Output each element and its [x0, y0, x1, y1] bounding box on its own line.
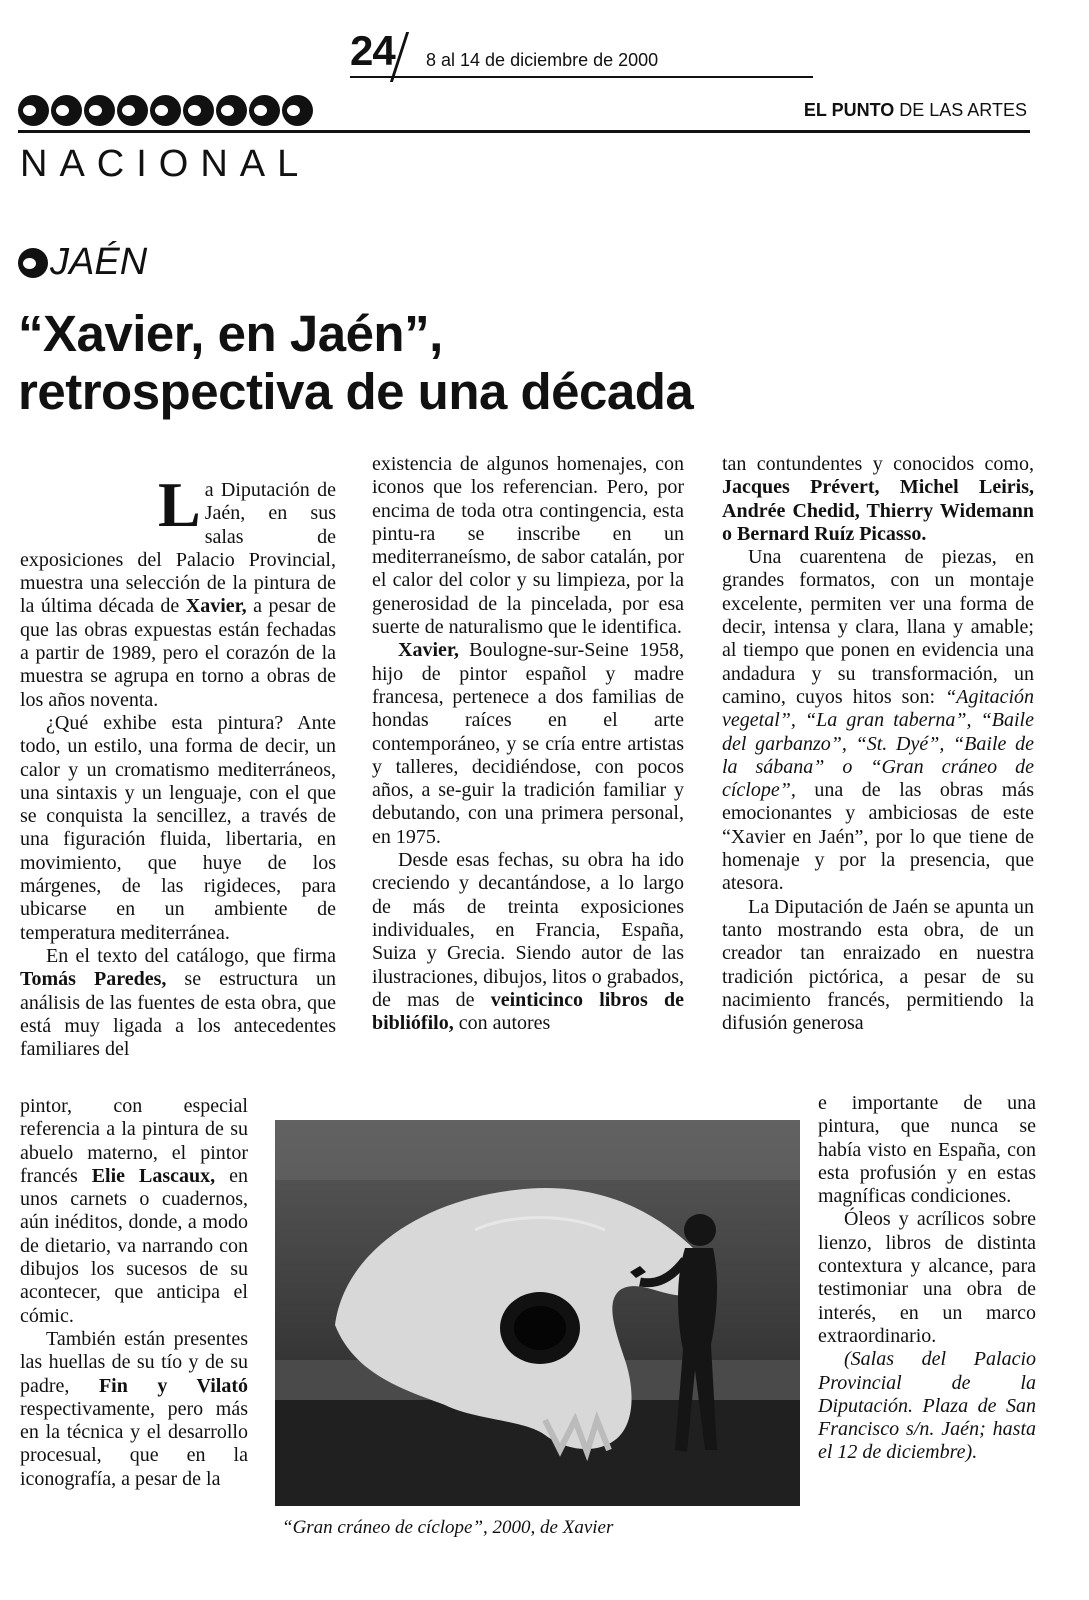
photo-caption: “Gran cráneo de cíclope”, 2000, de Xavier [282, 1517, 614, 1538]
dot-icon [150, 95, 181, 126]
section-dots [18, 95, 313, 126]
publication-name-rest: DE LAS ARTES [894, 100, 1027, 120]
dot-icon [249, 95, 280, 126]
text: respectivamente, pero más en la técnica y el desarrollo procesual, que en la iconografía, a pesar de la [20, 1397, 248, 1490]
dot-icon [117, 95, 148, 126]
text: tan contundentes y conocidos como, [722, 453, 1034, 475]
kicker [18, 241, 147, 284]
text-bold: Xavier, [185, 595, 247, 618]
publication-name [804, 100, 1027, 121]
text-bold: Fin y Vilató [98, 1374, 248, 1397]
skull-painting-illustration [275, 1120, 800, 1506]
paragraph [20, 469, 337, 712]
text-bold: Tomás Paredes, [20, 968, 167, 991]
text: se estructura un análisis de las fuentes de esta obra, que está muy ligada a los antecedentes familiares del [20, 968, 336, 1061]
section-title: NACIONAL [20, 143, 311, 185]
column-3 [722, 453, 1034, 1035]
text: Desde esas fechas, su obra ha ido creciendo y decantándose, a lo largo de más de treinta exposiciones individuales, en Francia, España, Suiza y Grecia. Siendo autor de las ilustraciones, dibujos, litos o grabados, de mas de [372, 849, 684, 1011]
issue-date: 8 al 14 de diciembre de 2000 [426, 50, 659, 70]
paragraph [20, 1095, 248, 1328]
column-2 [372, 453, 684, 1035]
text-italic: (Salas del Palacio Provincial de la Diputación. Plaza de San Francisco s/n. Jaén; hasta el 12 de diciembre). [818, 1348, 1036, 1464]
paragraph [20, 945, 336, 1061]
text-bold: Xavier, [398, 639, 459, 662]
headline-line-2: retrospectiva de una década [18, 363, 694, 420]
column-1 [20, 469, 337, 1061]
text-bold: veinticinco libros de bibliófilo, [372, 988, 684, 1035]
paragraph [818, 1348, 1036, 1464]
paragraph: e importante de una pintura, que nunca se había visto en España, con esta profusión y en estas magníficas condiciones. [818, 1092, 1036, 1208]
text: a Diputación de Jaén, en sus salas de exposiciones del Palacio Provincial, muestra una selección de la pintura de la última década de [20, 479, 336, 618]
text-italic: “Agitación vegetal”, “La gran taberna”, “Baile del garbanzo”, “St. Dyé”, “Baile de la sábana” o “Gran cráneo de cíclope”, [722, 685, 1034, 802]
dot-icon [51, 95, 82, 126]
publication-name-bold: EL PUNTO [803, 100, 895, 120]
paragraph: Óleos y acrílicos sobre lienzo, libros de distinta contextura y alcance, para testimoniar una obra de interés, en un marco extraordinario. [818, 1208, 1036, 1347]
paragraph: La Diputación de Jaén se apunta un tanto mostrando esta obra, de un creador tan enraizado en nuestra tradición pictórica, a pesar de su nacimiento francés, permitiendo la difusión generosa [722, 895, 1034, 1035]
text: Boulogne-sur-Seine 1958, hijo de pintor español y madre francesa, pertenece a dos familias de hondas raíces en el arte contemporáneo, y se cría entre artistas y talleres, decidiéndose, con pocos años, a se-guir la tradición familiar y debutando, con una primera personal, en 1975. [372, 639, 684, 848]
column-1-continued [20, 1095, 248, 1491]
text: En el texto del catálogo, que firma [46, 944, 336, 967]
dot-icon [18, 248, 48, 278]
paragraph [722, 546, 1034, 895]
kicker-label: JAÉN [50, 241, 148, 283]
paragraph [372, 849, 684, 1035]
text: con autores [453, 1012, 551, 1035]
text: También están presentes las huellas de su tío y de su padre, [20, 1327, 248, 1397]
drop-cap: L [158, 469, 201, 540]
dot-icon [216, 95, 247, 126]
headline [18, 305, 1058, 421]
dot-icon [18, 95, 49, 126]
text-bold: Elie Lascaux, [91, 1164, 216, 1187]
header-rule [18, 130, 1030, 133]
paragraph [372, 639, 684, 849]
text: a pesar de que las obras expuestas están fechadas a partir de 1989, pero el corazón de la muestra se agrupa en torno a obras de los años noventa. [20, 595, 337, 711]
headline-line-1: “Xavier, en Jaén”, [18, 305, 443, 362]
dot-icon [183, 95, 214, 126]
artwork-photo [275, 1120, 800, 1506]
column-3-continued [818, 1092, 1036, 1465]
text: pintor, con especial referencia a la pintura de su abuelo materno, el pintor francés [20, 1095, 248, 1187]
dot-icon [84, 95, 115, 126]
paragraph [20, 1328, 248, 1491]
text: una de las obras más emocionantes y ambiciosas de este “Xavier en Jaén”, por lo que tiene de homenaje y por la presencia, que atesora. [722, 779, 1034, 895]
page-number: 24 [350, 27, 395, 74]
top-rule [350, 76, 813, 78]
paragraph: existencia de algunos homenajes, con iconos que los referencian. Pero, por encima de toda otra contingencia, esta pintu-ra se inscribe en un mediterraneísmo, de sabor catalán, por el calor del color y su limpieza, por la generosidad de la pincelada, por esa suerte de naturalismo que le identifica. [372, 453, 684, 639]
dot-icon [282, 95, 313, 126]
text-bold: Jacques Prévert, Michel Leiris, Andrée Chedid, Thierry Widemann o Bernard Ruíz Picasso. [722, 476, 1034, 545]
text: Una cuarentena de piezas, en grandes formatos, con un montaje excelente, permiten ver una forma de decir, intensa y clara, llana y amable; al tiempo que ponen en evidencia una andadura y su transformación, un camino, cuyos hitos son: [722, 546, 1034, 708]
paragraph [722, 453, 1034, 546]
text: en unos carnets o cuadernos, aún inéditos, donde, a modo de dietario, va narrando con dibujos los sucesos de su acontecer, que anticipa el cómic. [20, 1164, 249, 1327]
paragraph: ¿Qué exhibe esta pintura? Ante todo, un estilo, una forma de decir, un calor y un cromatismo mediterráneos, una sintaxis y un lenguaje, con el que se conquista la sencillez, a través de una figuración fluida, libertaria, en movimiento, que huye de los márgenes, de las rigideces, para ubicarse en un ambiente de temperatura mediterránea. [20, 711, 336, 944]
